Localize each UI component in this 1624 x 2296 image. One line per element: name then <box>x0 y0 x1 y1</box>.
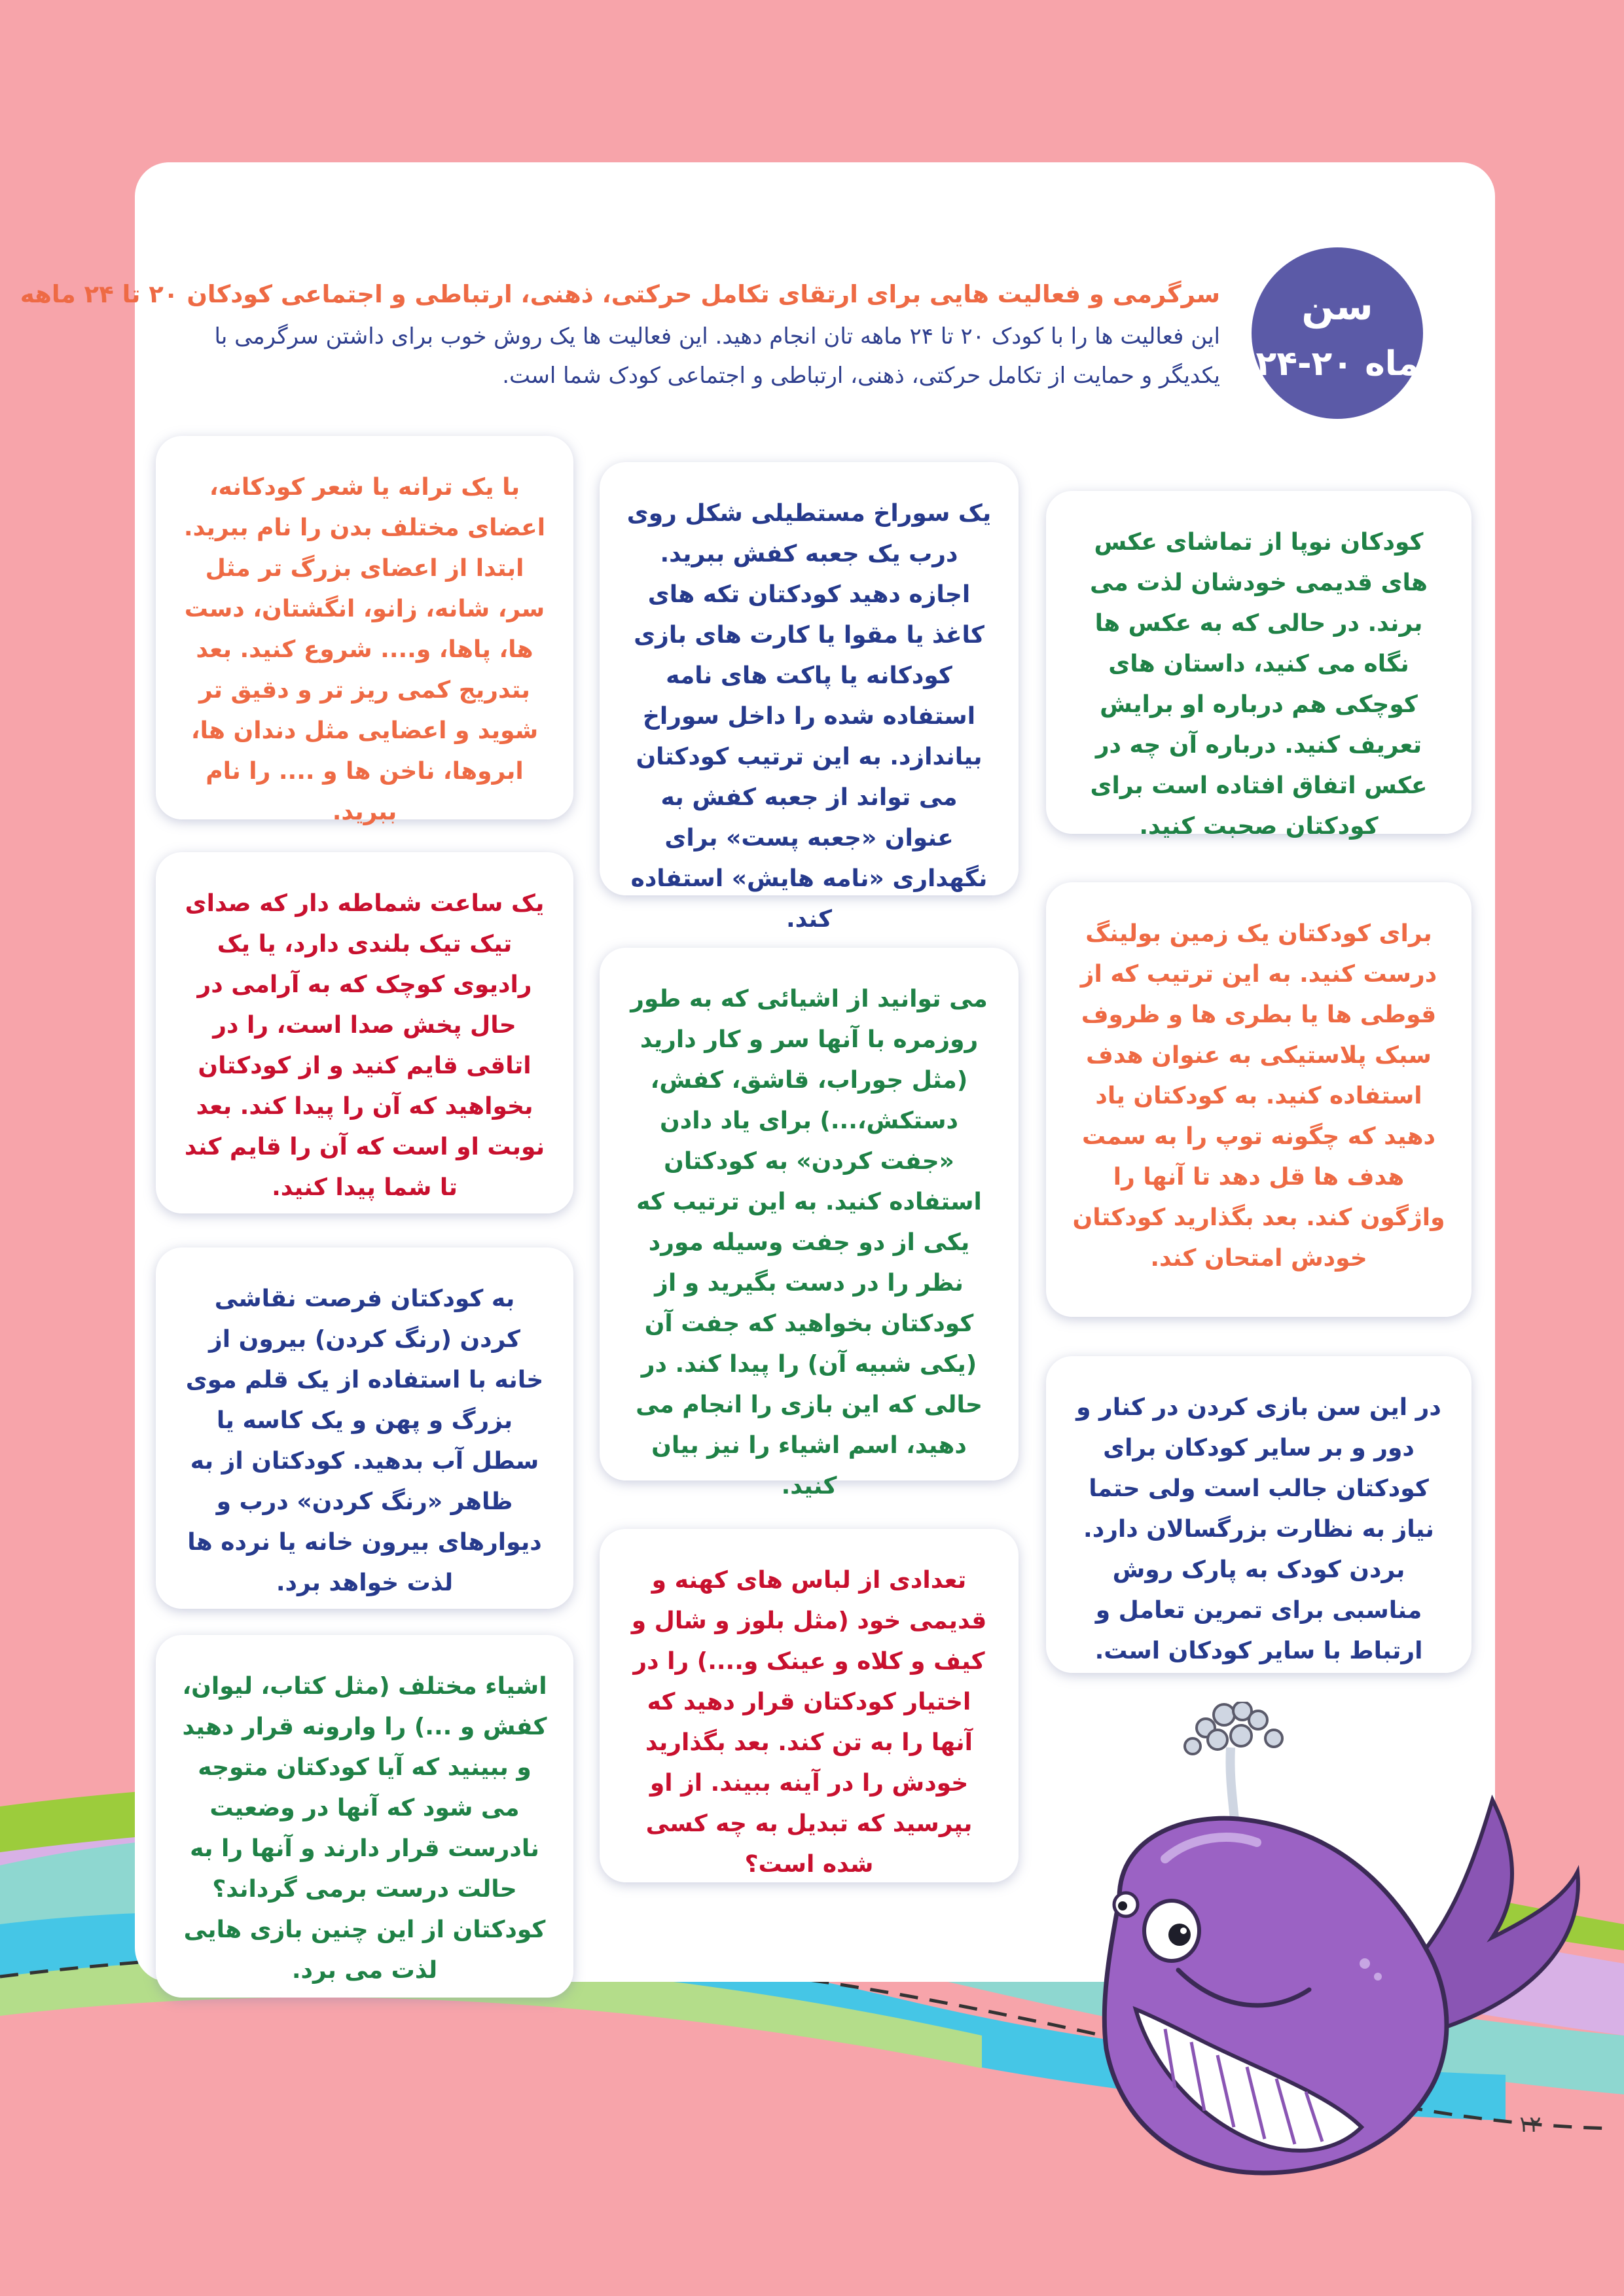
activity-card-body-parts <box>156 436 573 825</box>
intro-text: این فعالیت ها را با کودک ۲۰ تا ۲۴ ماهه تان انجام دهید. این فعالیت ها یک روش خوب برای داشتن سرگرمی با یکدیگر و حمایت از تکامل حرکتی، ذهنی، ارتباطی و اجتماعی کودک شما است. <box>214 323 1220 389</box>
activity-text: در این سن بازی کردن در کنار و دور و بر سایر کودکان برای کودکتان جالب است ولی حتما نیاز به نظارت بزرگسالان دارد. بردن کودک به پارک روش مناسبی برای تمرین تعامل و ارتباط با سایر کودکان است. <box>1076 1394 1441 1664</box>
activity-text: برای کودکتان یک زمین بولینگ درست کنید. به این ترتیب که از قوطی ها یا بطری ها و ظروف سبک پلاستیکی به عنوان هدف استفاده کنید. به کودکتان یاد دهید که چگونه توپ را به سمت هدف ها قل دهد تا آنها را واژگون کند. بعد بگذارید کودکتان خودش امتحان کند. <box>1072 920 1445 1272</box>
activity-card-matching <box>600 948 1019 1499</box>
activity-card-upside-down <box>156 1635 573 1998</box>
intro-section <box>20 278 1220 395</box>
intro-title: سرگرمی و فعالیت هایی برای ارتقای تکامل حرکتی، ذهنی، ارتباطی و اجتماعی کودکان ۲۰ تا ۲۴ ماهه <box>20 280 1220 308</box>
activity-card-photos <box>1046 491 1471 840</box>
page-number: ۱۲ <box>1517 2111 1542 2138</box>
whale-icon <box>1021 1702 1584 2199</box>
activity-text: به کودکتان فرصت نقاشی کردن (رنگ کردن) بیرون از خانه با استفاده از یک قلم موی بزرگ و پهن و یک کاسه یا سطل آب بدهید. کودکتان از به ظاهر «رنگ کردن» درب و دیوارهای بیرون خانه یا نرده ها لذت خواهد برد. <box>185 1285 544 1596</box>
age-badge <box>1252 247 1423 419</box>
activity-card-mailbox <box>600 462 1019 933</box>
age-badge-range: ۲۴-۲۰ ماه <box>1255 344 1419 384</box>
activity-card-bowling <box>1046 882 1471 1317</box>
activity-text: کودکان نوپا از تماشای عکس های قدیمی خودشان لذت می برند. در حالی که به عکس ها نگاه می کنید، داستان های کوچکی هم درباره او برایش تعریف کنید. درباره آن چه در عکس اتفاق افتاده است برای کودکتان صحبت کنید. <box>1090 529 1428 840</box>
age-badge-title: سن <box>1301 284 1373 329</box>
activity-card-hide-clock <box>156 852 573 1213</box>
activity-text: اشیاء مختلف (مثل کتاب، لیوان، کفش و ...) را وارونه قرار دهید و ببینید که آیا کودکتان متوجه می شود که آنها در وضعیت نادرست قرار دارند و آنها را به حالت درست برمی گرداند؟ کودکتان از این چنین بازی هایی لذت می برد. <box>182 1673 547 1984</box>
activity-text: تعدادی از لباس های کهنه و قدیمی خود (مثل بلوز و شال و کیف و کلاه و عینک و....) را در اختیار کودکتان قرار دهید که آنها را به تن کند. بعد بگذارید خودش را در آینه ببیند. از او بپرسید که تبدیل به چه کسی شده است؟ <box>631 1567 987 1878</box>
activity-text: با یک ترانه یا شعر کودکانه، اعضای مختلف بدن را نام ببرید. ابتدا از اعضای بزرگ تر مثل سر، شانه، زانو، انگشتان، دست ها، پاها، و.... شروع کنید. بعد بتدریج کمی ریز تر و دقیق تر شوید و اعضایی مثل دندان ها، ابروها، ناخن ها و .... را نام ببرید. <box>183 474 546 825</box>
activity-text: یک ساعت شماطه دار که صدای تیک تیک بلندی دارد، یا یک رادیوی کوچک که به آرامی در حال پخش صدا است، را در اتاقی قایم کنید و از کودکتان بخواهید که آن را پیدا کند. بعد نوبت او است که آن را قایم کند تا شما پیدا کنید. <box>184 890 545 1201</box>
activity-text: می توانید از اشیائی که به طور روزمره با آنها سر و کار دارید (مثل جوراب، قاشق، کفش، دستکش،...) برای یاد دادن «جفت کردن» به کودکتان استفاده کنید. به این ترتیب که یکی از دو جفت وسیله مورد نظر را در دست بگیرید و از کودکتان بخواهید که جفت آن (یکی شبیه آن) را پیدا کند. در حالی که این بازی را انجام می دهید، اسم اشیاء را نیز بیان کنید. <box>630 986 988 1499</box>
activity-text: یک سوراخ مستطیلی شکل روی درب یک جعبه کفش ببرید. اجازه دهید کودکتان تکه های کاغذ یا مقوا یا کارت های بازی کودکانه یا پاکت های نامه استفاده شده را داخل سوراخ بیاندازد. به این ترتیب کودکتان می تواند از جعبه کفش به عنوان «جعبه پست» برای نگهداری «نامه هایش» استفاده کند. <box>626 500 992 933</box>
activity-card-park <box>1046 1356 1471 1673</box>
activity-card-water-painting <box>156 1247 573 1609</box>
activity-card-dressup <box>600 1529 1019 1882</box>
